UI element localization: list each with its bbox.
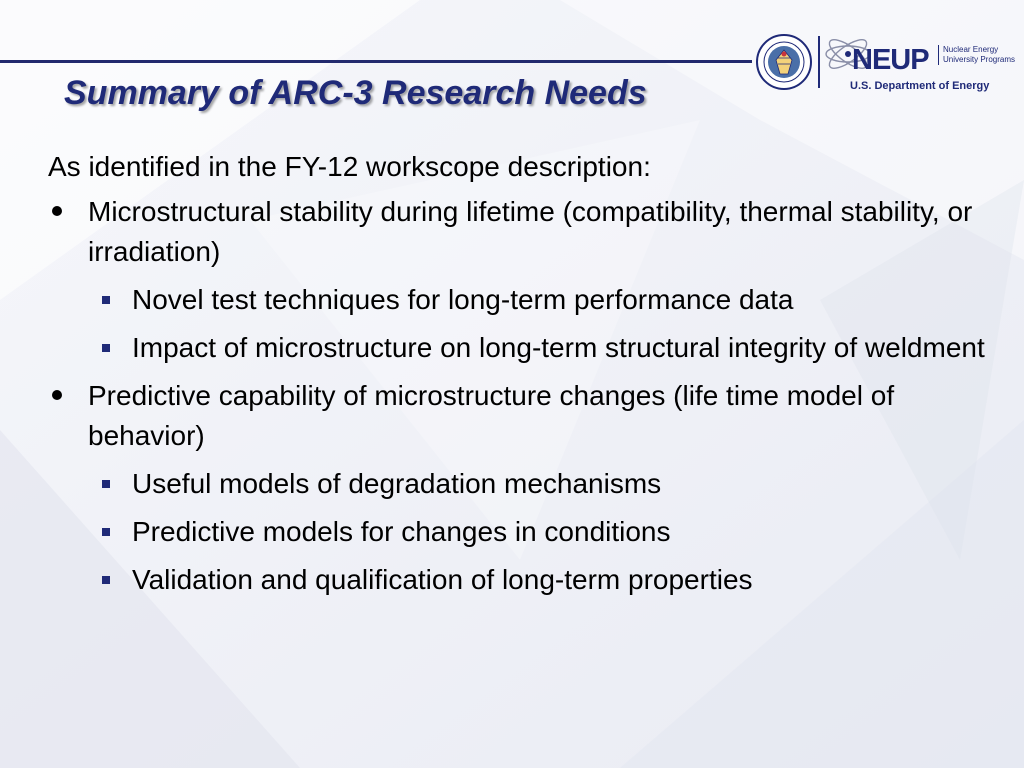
sub-bullet-text: Useful models of degradation mechanisms xyxy=(132,468,662,499)
sub-bullet-list xyxy=(88,464,1008,600)
intro-text: As identified in the FY-12 workscope description: xyxy=(48,151,651,182)
bullet-text: Microstructural stability during lifetime (compatibility, thermal stability, or irradiation) xyxy=(88,196,973,267)
square-bullet-icon xyxy=(102,480,110,488)
sub-bullet-item xyxy=(88,328,1008,368)
sub-bullet-item xyxy=(88,512,1008,552)
neup-subtitle xyxy=(938,45,1016,65)
bullet-list xyxy=(48,192,1008,600)
sub-bullet-list xyxy=(88,280,1008,368)
bullet-item xyxy=(48,376,1008,600)
neup-sub-line-2: University Programs xyxy=(943,55,1016,64)
sub-bullet-item xyxy=(88,464,1008,504)
neup-logo-text: NEUP xyxy=(852,44,929,76)
sub-bullet-text: Novel test techniques for long-term performance data xyxy=(132,284,794,315)
title-rule xyxy=(0,60,752,63)
slide-title: Summary of ARC-3 Research Needs xyxy=(64,74,647,112)
doe-seal-icon xyxy=(756,34,812,90)
bullet-item xyxy=(48,192,1008,368)
sub-bullet-text: Predictive models for changes in conditions xyxy=(132,516,671,547)
sub-bullet-item xyxy=(88,280,1008,320)
bullet-text: Predictive capability of microstructure changes (life time model of behavior) xyxy=(88,380,895,451)
logo-block xyxy=(752,28,1016,98)
slide-body xyxy=(48,150,1008,608)
sub-bullet-text: Validation and qualification of long-term properties xyxy=(132,564,753,595)
logo-divider xyxy=(818,36,820,88)
square-bullet-icon xyxy=(102,344,110,352)
square-bullet-icon xyxy=(102,528,110,536)
square-bullet-icon xyxy=(102,576,110,584)
square-bullet-icon xyxy=(102,296,110,304)
doe-label: U.S. Department of Energy xyxy=(850,80,990,92)
neup-sub-line-1: Nuclear Energy xyxy=(943,45,999,54)
sub-bullet-item xyxy=(88,560,1008,600)
sub-bullet-text: Impact of microstructure on long-term structural integrity of weldment xyxy=(132,332,985,363)
bullet-dot-icon xyxy=(52,206,62,216)
bullet-dot-icon xyxy=(52,390,62,400)
